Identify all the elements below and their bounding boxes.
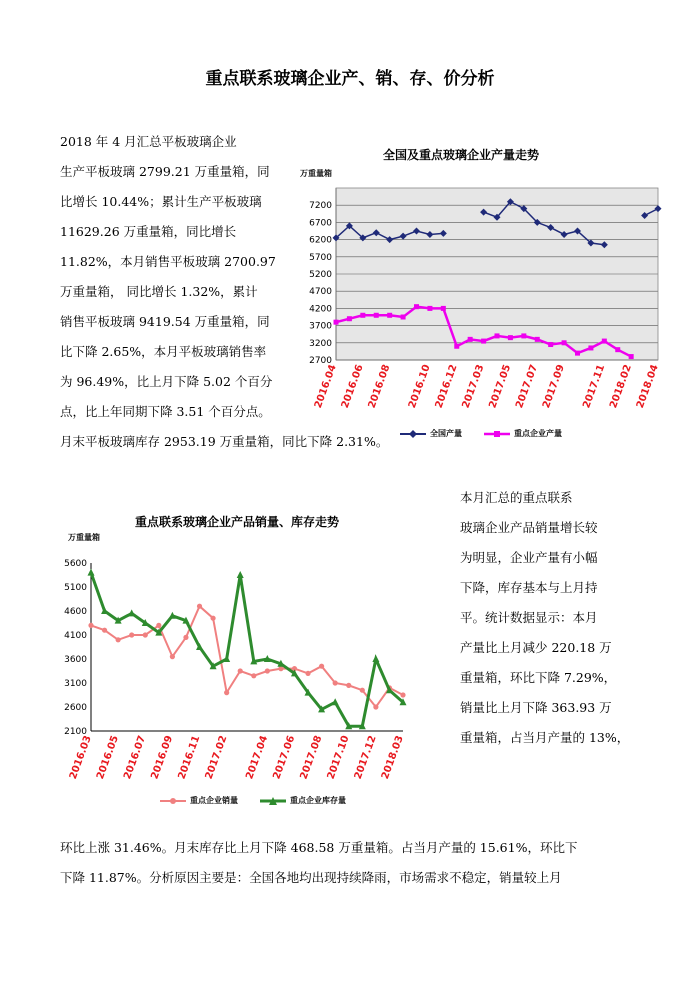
text-line: 重量箱，占当月产量的 13%， [460, 730, 630, 745]
x-tick-label: 2016.08 [366, 363, 393, 410]
x-tick-label: 2017.02 [203, 734, 230, 781]
legend-item-key-enterprise [484, 428, 562, 439]
data-point [346, 683, 351, 688]
x-tick-label: 2018.02 [608, 363, 634, 410]
data-point [265, 668, 270, 673]
data-point [508, 335, 513, 340]
chart1-ylabel: 万重量箱 [300, 169, 332, 178]
text-line: 为 96.49%，比上月下降 5.02 个百分 [60, 374, 273, 389]
y-tick-label: 5200 [309, 270, 332, 280]
y-tick-label: 5600 [64, 559, 87, 569]
text-line: 月末平板玻璃库存 2953.19 万重量箱，同比下降 2.31%。 [60, 434, 389, 449]
x-tick-label: 2017.03 [460, 363, 487, 410]
data-point [360, 313, 365, 318]
data-point [88, 623, 93, 628]
data-point [88, 569, 95, 576]
legend-item-inventory [260, 795, 346, 806]
text-line: 平。统计数据显示：本月 [460, 610, 598, 625]
paragraph-analysis-full [60, 833, 577, 893]
text-line: 为明显，企业产量有小幅 [460, 550, 598, 565]
text-line: 销量比上月下降 363.93 万 [460, 700, 612, 715]
text-line: 万重量箱， 同比增长 1.32%，累计 [60, 284, 258, 299]
chart1-svg [300, 178, 670, 438]
text-line: 生产平板玻璃 2799.21 万重量箱，同 [60, 164, 270, 179]
data-point [615, 347, 620, 352]
y-tick-label: 4600 [64, 607, 87, 617]
text-line: 玻璃企业产品销量增长较 [460, 520, 598, 535]
data-point [333, 680, 338, 685]
y-tick-label: 3200 [309, 338, 332, 349]
data-point [468, 337, 473, 342]
y-tick-label: 2700 [309, 356, 332, 366]
data-point [224, 690, 229, 695]
paragraph-production [60, 127, 305, 427]
data-point [238, 668, 243, 673]
data-point [575, 351, 580, 356]
data-point [387, 313, 392, 318]
x-tick-label: 2017.10 [325, 734, 352, 781]
data-point [143, 632, 148, 637]
chart1-title: 全国及重点玻璃企业产量走势 [383, 148, 540, 162]
data-point [441, 306, 446, 311]
legend-marker-circle-icon [160, 796, 186, 806]
data-point [360, 688, 365, 693]
data-point [427, 306, 432, 311]
data-point [102, 628, 107, 633]
data-point [237, 571, 244, 578]
y-tick-label: 4200 [309, 304, 332, 315]
x-tick-label: 2017.06 [271, 734, 298, 781]
x-tick-label: 2017.11 [581, 363, 608, 410]
x-tick-label: 2016.04 [312, 363, 339, 410]
text-line: 11629.26 万重量箱，同比增长 [60, 224, 237, 239]
data-point [401, 315, 406, 320]
data-point [521, 333, 526, 338]
paragraph-analysis [460, 483, 690, 753]
data-point [210, 616, 215, 621]
data-point [400, 692, 405, 697]
x-tick-label: 2016.11 [176, 734, 203, 781]
text-line: 下降 11.87%。分析原因主要是：全国各地均出现持续降雨，市场需求不稳定，销量较上月 [60, 870, 562, 885]
data-point [334, 320, 339, 325]
x-tick-label: 2016.07 [122, 734, 149, 781]
legend-label: 全国产量 [430, 429, 462, 438]
data-point [197, 604, 202, 609]
y-tick-label: 3600 [64, 655, 87, 665]
y-tick-label: 6700 [309, 218, 332, 229]
x-tick-label: 2017.07 [514, 363, 541, 410]
x-tick-label: 2016.06 [339, 363, 366, 410]
y-tick-label: 6200 [309, 235, 332, 246]
legend-label: 重点企业产量 [514, 429, 562, 438]
x-tick-label: 2016.05 [95, 734, 121, 781]
text-line: 比增长 10.44%；累计生产平板玻璃 [60, 194, 262, 209]
legend-item-sales [160, 795, 238, 806]
data-point [372, 655, 379, 662]
text-line: 比下降 2.65%，本月平板玻璃销售率 [60, 344, 267, 359]
text-line: 销售平板玻璃 9419.54 万重量箱，同 [60, 314, 270, 329]
x-tick-label: 2016.03 [67, 734, 94, 781]
x-tick-label: 2017.08 [298, 734, 325, 781]
text-line: 重量箱，环比下降 7.29%， [460, 670, 617, 685]
y-tick-label: 4700 [309, 287, 332, 298]
text-line: 11.82%，本月销售平板玻璃 2700.97 [60, 254, 276, 269]
data-point [251, 673, 256, 678]
data-point [481, 339, 486, 344]
data-point [414, 304, 419, 309]
data-point [305, 671, 310, 676]
data-point [116, 637, 121, 642]
text-line: 产量比上月减少 220.18 万 [460, 640, 612, 655]
x-tick-label: 2017.09 [540, 363, 567, 410]
data-point [495, 333, 500, 338]
chart2-title: 重点联系玻璃企业产品销量、库存走势 [135, 515, 340, 529]
legend-item-national [400, 428, 462, 439]
document-title: 重点联系玻璃企业产、销、存、价分析 [205, 69, 495, 89]
data-point [128, 609, 135, 616]
series-line [91, 573, 403, 727]
text-line: 点，比上年同期下降 3.51 个百分点。 [60, 404, 271, 419]
text-line: 本月汇总的重点联系 [460, 490, 573, 505]
data-point [129, 632, 134, 637]
data-point [562, 340, 567, 345]
x-tick-label: 2018.03 [379, 734, 406, 781]
x-tick-label: 2017.05 [487, 363, 514, 410]
legend-marker-triangle-icon [260, 796, 286, 806]
y-tick-label: 5100 [64, 583, 87, 593]
data-point [602, 339, 607, 344]
y-tick-label: 5700 [309, 252, 332, 263]
x-tick-label: 2017.04 [244, 734, 271, 781]
legend-label: 重点企业库存量 [290, 796, 346, 805]
y-tick-label: 2600 [64, 703, 87, 713]
x-tick-label: 2016.10 [406, 363, 433, 410]
data-point [223, 655, 230, 662]
y-tick-label: 2100 [64, 727, 87, 737]
data-point [535, 337, 540, 342]
data-point [454, 344, 459, 349]
data-point [332, 698, 339, 705]
data-point [588, 345, 593, 350]
chart2-ylabel: 万重量箱 [68, 533, 100, 542]
legend-marker-square-icon [484, 429, 510, 439]
data-point [183, 635, 188, 640]
text-line: 2018 年 4 月汇总平板玻璃企业 [60, 134, 237, 149]
legend-marker-diamond-icon [400, 429, 426, 439]
y-tick-label: 3700 [309, 321, 332, 332]
x-tick-label: 2018.04 [634, 363, 661, 410]
y-tick-label: 7200 [309, 201, 332, 212]
data-point [548, 342, 553, 347]
data-point [374, 313, 379, 318]
y-tick-label: 3100 [64, 679, 87, 689]
x-tick-label: 2016.09 [149, 734, 176, 781]
chart2-svg [55, 545, 415, 790]
chart1-legend [400, 428, 584, 439]
data-point [170, 654, 175, 659]
text-line: 下降，库存基本与上月持 [460, 580, 598, 595]
data-point [347, 316, 352, 321]
legend-label: 重点企业销量 [190, 796, 238, 805]
chart2-legend [160, 795, 368, 806]
data-point [156, 623, 161, 628]
x-tick-label: 2016.12 [433, 363, 460, 410]
y-tick-label: 4100 [64, 631, 87, 641]
x-tick-label: 2017.12 [352, 734, 379, 781]
data-point [373, 704, 378, 709]
text-line: 环比上涨 31.46%。月末库存比上月下降 468.58 万重量箱。占当月产量的 15.61%，环比下 [60, 840, 578, 855]
data-point [319, 664, 324, 669]
data-point [629, 354, 634, 359]
